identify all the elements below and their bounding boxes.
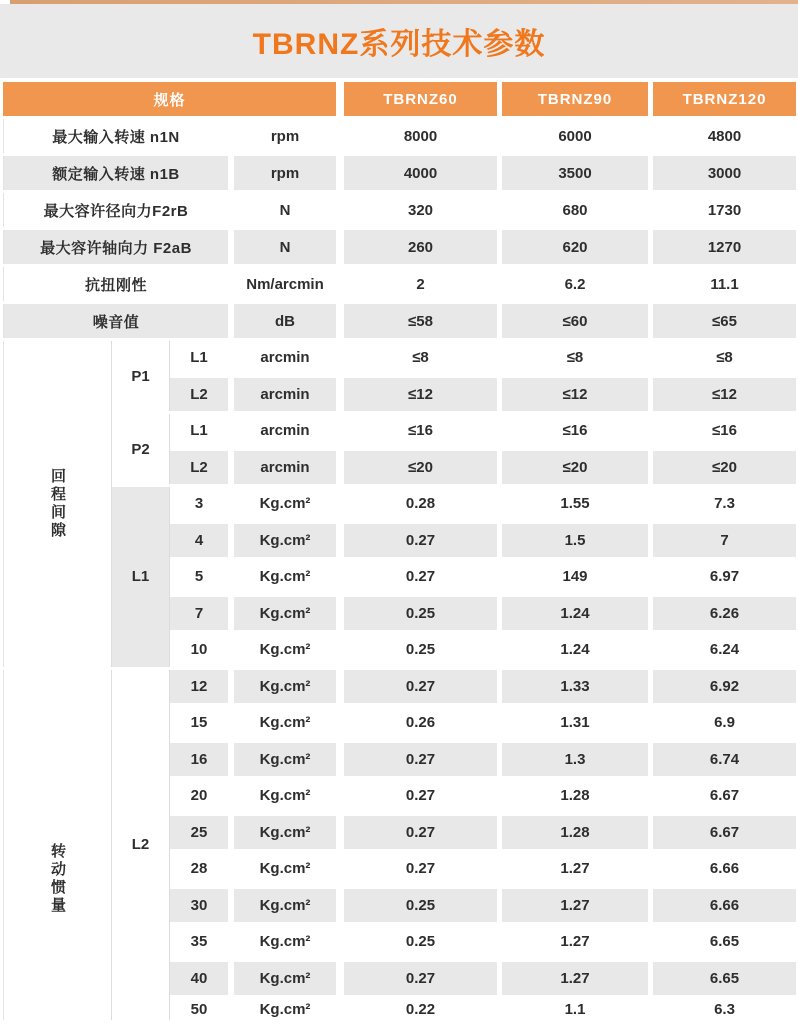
gear-ratio-cell: 15 [170,706,228,740]
value-cell: ≤58 [344,304,497,338]
unit-cell: arcmin [234,378,336,412]
value-cell: 8000 [344,119,497,153]
value-cell: ≤20 [653,451,796,485]
value-cell: 6.2 [502,267,648,301]
precision-level-cell: L2 [170,451,228,485]
backlash-vertical-label: 回程间隙 [49,467,66,540]
gear-ratio-cell: 40 [170,962,228,996]
page-title: TBRNZ系列技术参数 [252,28,546,61]
unit-cell: Kg.cm² [234,560,336,594]
value-cell: 6.67 [653,816,796,850]
precision-group-label-p2: P2 [112,414,170,484]
value-cell: 6.92 [653,670,796,704]
gear-ratio-cell: 12 [170,670,228,704]
value-cell: 260 [344,230,497,264]
header-model-tbrnz60: TBRNZ60 [344,82,497,116]
value-cell: 0.25 [344,597,497,631]
value-cell: 7.3 [653,487,796,521]
value-cell: ≤20 [502,451,648,485]
value-cell: 6.66 [653,852,796,886]
value-cell: 3500 [502,156,648,190]
value-cell: 1.24 [502,633,648,667]
precision-level-cell: L2 [170,378,228,412]
value-cell: 1.1 [502,998,648,1020]
value-cell: 0.27 [344,743,497,777]
unit-cell: Kg.cm² [234,670,336,704]
value-cell: ≤65 [653,304,796,338]
value-cell: 1.31 [502,706,648,740]
value-cell: 7 [653,524,796,558]
gear-ratio-cell: 4 [170,524,228,558]
inertia-group-label-l2: L2 [112,670,170,1021]
value-cell: ≤16 [344,414,497,448]
value-cell: 3000 [653,156,796,190]
value-cell: ≤16 [653,414,796,448]
header-model-tbrnz90: TBRNZ90 [502,82,648,116]
side-label-backlash [3,341,112,667]
value-cell: 0.27 [344,524,497,558]
value-cell: 6.24 [653,633,796,667]
value-cell: 2 [344,267,497,301]
inertia-group-label-l1: L1 [112,487,170,667]
value-cell: 6.97 [653,560,796,594]
unit-cell: Kg.cm² [234,487,336,521]
value-cell: 4800 [653,119,796,153]
value-cell: ≤16 [502,414,648,448]
gear-ratio-cell: 7 [170,597,228,631]
gear-ratio-cell: 50 [170,998,228,1020]
spec-row-label: 额定输入转速 n1B [3,156,228,190]
header-model-tbrnz120: TBRNZ120 [653,82,796,116]
gear-ratio-cell: 16 [170,743,228,777]
value-cell: 0.28 [344,487,497,521]
spec-row-label: 抗扭刚性 [3,267,228,301]
unit-cell: N [234,230,336,264]
unit-cell: Kg.cm² [234,597,336,631]
value-cell: 0.27 [344,779,497,813]
value-cell: 6.9 [653,706,796,740]
unit-cell: Kg.cm² [234,998,336,1020]
value-cell: 1.55 [502,487,648,521]
gear-ratio-cell: 20 [170,779,228,813]
value-cell: 320 [344,193,497,227]
value-cell: 0.27 [344,962,497,996]
unit-cell: Kg.cm² [234,816,336,850]
value-cell: 1.5 [502,524,648,558]
value-cell: 0.25 [344,633,497,667]
value-cell: 1.27 [502,889,648,923]
unit-cell: Kg.cm² [234,706,336,740]
value-cell: 6.74 [653,743,796,777]
unit-cell: Kg.cm² [234,962,336,996]
value-cell: ≤8 [344,341,497,375]
unit-cell: Kg.cm² [234,889,336,923]
precision-level-cell: L1 [170,341,228,375]
gear-ratio-cell: 5 [170,560,228,594]
gear-ratio-cell: 30 [170,889,228,923]
gear-ratio-cell: 3 [170,487,228,521]
unit-cell: arcmin [234,451,336,485]
value-cell: 0.26 [344,706,497,740]
unit-cell: Kg.cm² [234,852,336,886]
unit-cell: Kg.cm² [234,524,336,558]
table-header-row [3,82,796,116]
value-cell: 6000 [502,119,648,153]
value-cell: 1.33 [502,670,648,704]
value-cell: 1.27 [502,852,648,886]
value-cell: ≤20 [344,451,497,485]
value-cell: 0.22 [344,998,497,1020]
value-cell: 1.24 [502,597,648,631]
value-cell: 1270 [653,230,796,264]
unit-cell: Kg.cm² [234,633,336,667]
unit-cell: Kg.cm² [234,743,336,777]
precision-group-label-p1: P1 [112,341,170,411]
unit-cell: rpm [234,156,336,190]
unit-cell: arcmin [234,414,336,448]
spec-row-label: 最大容许轴向力 F2aB [3,230,228,264]
upper-spec-rows [3,119,796,338]
header-spec-cell: 规格 [3,82,336,116]
value-cell: ≤12 [344,378,497,412]
value-cell: 0.27 [344,852,497,886]
value-cell: 1.27 [502,925,648,959]
title-band [0,4,798,78]
value-cell: ≤8 [502,341,648,375]
unit-cell: rpm [234,119,336,153]
gear-ratio-cell: 25 [170,816,228,850]
value-cell: 4000 [344,156,497,190]
value-cell: 11.1 [653,267,796,301]
value-cell: 1.27 [502,962,648,996]
gear-ratio-cell: 28 [170,852,228,886]
value-cell: 6.65 [653,962,796,996]
unit-cell: Kg.cm² [234,779,336,813]
value-cell: 1.3 [502,743,648,777]
spec-row-label: 最大输入转速 n1N [3,119,228,153]
value-cell: 6.65 [653,925,796,959]
value-cell: 0.27 [344,816,497,850]
precision-level-cell: L1 [170,414,228,448]
value-cell: ≤8 [653,341,796,375]
spec-row-label: 噪音值 [3,304,228,338]
value-cell: 0.27 [344,560,497,594]
value-cell: 680 [502,193,648,227]
unit-cell: Nm/arcmin [234,267,336,301]
value-cell: 6.67 [653,779,796,813]
value-cell: 1.28 [502,779,648,813]
value-cell: 0.27 [344,670,497,704]
inertia-vertical-label: 转动惯量 [49,842,66,915]
value-cell: 0.25 [344,925,497,959]
side-label-inertia [3,670,112,1021]
value-cell: 6.26 [653,597,796,631]
lower-spec-rows [3,341,796,1020]
gear-ratio-cell: 10 [170,633,228,667]
value-cell: 1.28 [502,816,648,850]
value-cell: 149 [502,560,648,594]
unit-cell: dB [234,304,336,338]
value-cell: 1730 [653,193,796,227]
spec-table [3,82,796,1020]
value-cell: ≤60 [502,304,648,338]
unit-cell: arcmin [234,341,336,375]
value-cell: 620 [502,230,648,264]
unit-cell: Kg.cm² [234,925,336,959]
value-cell: 6.3 [653,998,796,1020]
value-cell: 6.66 [653,889,796,923]
value-cell: ≤12 [653,378,796,412]
gear-ratio-cell: 35 [170,925,228,959]
spec-row-label: 最大容许径向力F2rB [3,193,228,227]
value-cell: ≤12 [502,378,648,412]
value-cell: 0.25 [344,889,497,923]
unit-cell: N [234,193,336,227]
